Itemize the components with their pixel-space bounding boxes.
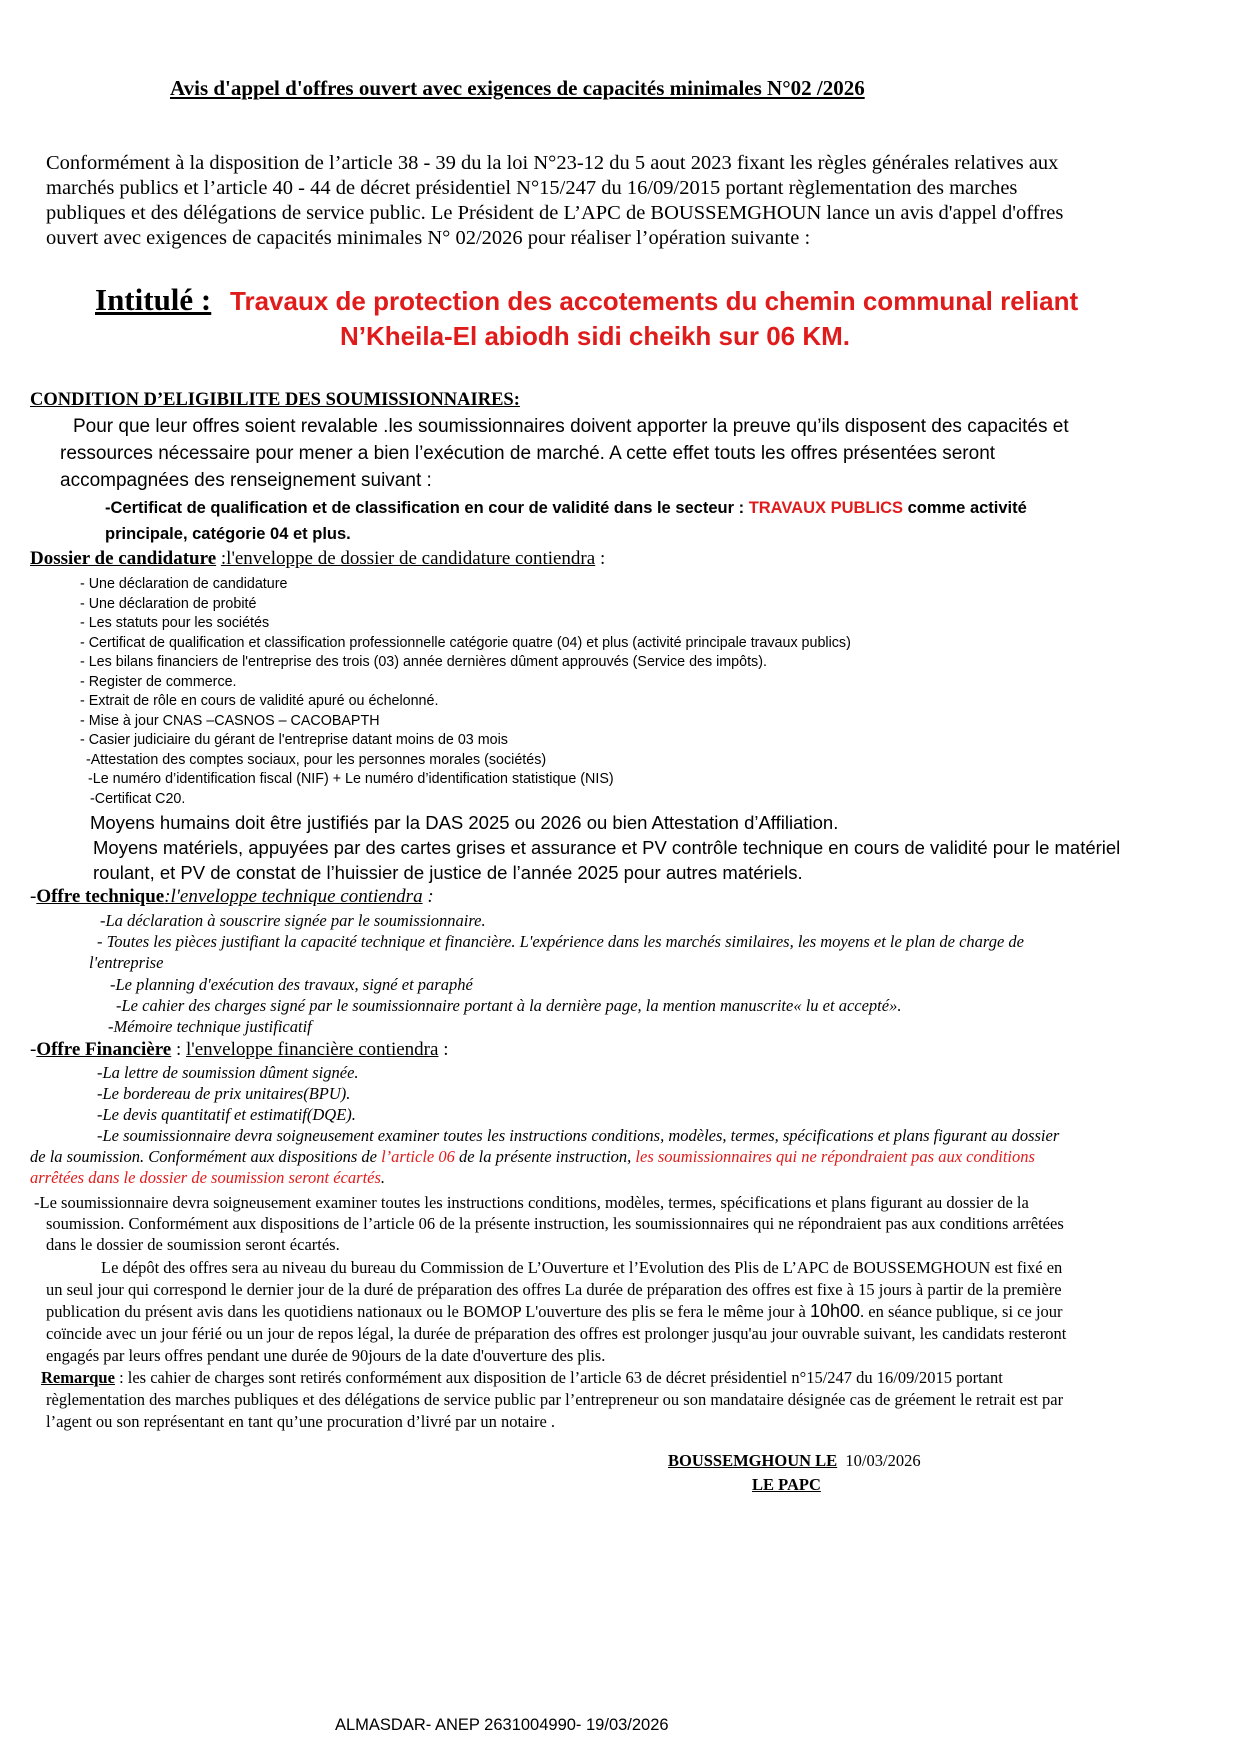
opening-time: 10h00 [809,1301,861,1321]
certificate-sector: TRAVAUX PUBLICS [748,499,903,517]
intro-line-1: Conformément à la disposition de l’article 38 - 39 du la loi N°23-12 du 5 aout 2023 fixant les règles générales relatives aux [46,152,1059,174]
body-line-6-end: . en séance publique, si ce jour [860,1302,1063,1321]
body-line-7: coïncide avec un jour férié ou un jour de repos légal, la durée de préparation des offres est prolonger jusqu'au jour ouvrable suivant, les candidats resteront [46,1324,1067,1343]
offre-technique-dash: - [30,886,37,907]
dossier-heading: Dossier de candidature [30,548,217,569]
publication-footer: ALMASDAR- ANEP 2631004990- 19/03/2026 [335,1716,669,1734]
offre-technique-heading: Offre technique [36,886,165,907]
offre-financiere-item: -Le bordereau de prix unitaires(BPU). [97,1084,351,1103]
dossier-item: -Le numéro d’identification fiscal (NIF) + Le numéro d’identification statistique (NIS) [88,771,614,787]
intro-line-2: marchés publics et l’article 40 - 44 de décret présidentiel N°15/247 du 16/09/2015 portant règlementation des marches [46,177,1018,199]
body-line-3: dans le dossier de soumission seront écartés. [46,1235,340,1254]
line6-text: arrêtées dans le dossier de soumission seront écartés [30,1168,381,1187]
eligibility-line-2: ressources nécessaire pour mener a bien l’exécution de marché. A cette effet touts les offres présentées seront [60,443,996,464]
intro-line-4: ouvert avec exigences de capacités minimales N° 02/2026 pour réaliser l’opération suivante : [46,227,811,249]
dossier-item: - Mise à jour CNAS –CASNOS – CACOBAPTH [80,712,380,729]
remarque-line-1 [41,1367,1003,1388]
signature-role: LE PAPC [752,1475,821,1494]
offre-financiere-line-5 [30,1147,1035,1167]
dossier-item: -Attestation des comptes sociaux, pour les personnes morales (sociétés) [86,751,547,768]
dossier-item: - Certificat de qualification et classification professionnelle catégorie quatre (04) et plus (activité principale travaux publics) [80,634,851,651]
dossier-item: - Register de commerce. [80,673,237,690]
offre-financiere-colon: : [438,1039,449,1060]
intitule-line-1: Travaux de protection des accotements du chemin communal reliant [230,286,1079,316]
offre-technique-item: -La déclaration à souscrire signée par le soumissionnaire. [100,911,486,930]
body-line-1: -Le soumissionnaire devra soigneusement examiner toutes les instructions conditions, modèles, termes, spécifications et plans figurant au dossier de la [34,1193,1029,1212]
body-line-4: Le dépôt des offres sera au niveau du bureau du Commission de L’Ouverture et l’Evolution des Plis de L’APC de BOUSSEMGHOUN est fixé en [101,1258,1063,1277]
line5-d: les soumissionnaires qui ne répondraient pas aux conditions [635,1147,1035,1166]
dossier-item: -Certificat C20. [90,790,186,807]
offre-financiere-sep: : [171,1039,187,1060]
body-line-6-text: publication du présent avis dans les quotidiens nationaux ou le BOMOP L'ouverture des plis se fera le même jour à [46,1302,810,1321]
intitule-label: Intitulé : [95,282,212,317]
remarque-label: Remarque [41,1368,115,1387]
moyens-materiels-line-1: Moyens matériels, appuyées par des cartes grises et assurance et PV contrôle technique en cours de validité pour le matériel [93,837,1121,858]
dossier-heading-row [30,548,605,570]
intitule-line-2: N’Kheila-El abiodh sidi cheikh sur 06 KM. [340,321,850,351]
offre-technique-subheading: :l'enveloppe technique contiendra [164,886,423,907]
offre-technique-colon: : [422,886,434,907]
offre-technique-item: - Toutes les pièces justifiant la capacité technique et financière. L'expérience dans les marchés similaires, les moyens et le plan de charge de [97,932,1025,951]
certificate-suffix: comme activité [903,499,1027,517]
dossier-item: - Casier judiciaire du gérant de l'entreprise datant moins de 03 mois [80,732,508,748]
eligibility-heading: CONDITION D’ELIGIBILITE DES SOUMISSIONNAIRES: [30,390,520,410]
offre-financiere-heading-row [30,1039,448,1061]
offre-financiere-dash: - [30,1039,37,1060]
signature-date: 10/03/2026 [845,1451,921,1470]
offre-financiere-heading: Offre Financière [36,1039,172,1060]
remarque-line-2: règlementation des marches publiques et des délégations de service public par l’entrepreneur ou son mandataire désignée cas de gréement le retrait est par [46,1390,1064,1409]
dossier-item: - Une déclaration de candidature [80,576,288,592]
line5-c: de la présente instruction, [454,1147,636,1166]
notice-title: Avis d'appel d'offres ouvert avec exigences de capacités minimales N°02 /2026 [170,76,865,100]
offre-financiere-subheading: l'enveloppe financière contiendra [186,1039,439,1060]
line5-article: l’article 06 [381,1147,455,1166]
remarque-text-1: : les cahier de charges sont retirés conformément aux disposition de l’article 63 de décret présidentiel n°15/247 du 16/09/2015 portant [114,1368,1003,1387]
body-line-8: engagés par leurs offres pendant une durée de 90jours de la date d'ouverture des plis. [46,1346,606,1365]
eligibility-line-1: Pour que leur offres soient revalable .les soumissionnaires doivent apporter la preuve qu’ils disposent des capacités et [73,416,1069,437]
moyens-materiels-line-2: roulant, et PV de constat de l’huissier de justice de l’année 2025 pour autres matériels. [93,862,803,883]
dossier-item: - Les bilans financiers de l'entreprise des trois (03) année dernières dûment approuvés (Service des impôts). [80,654,767,670]
offre-technique-item: -Mémoire technique justificatif [108,1017,312,1036]
offre-technique-heading-row [30,886,434,908]
offre-technique-item: -Le cahier des charges signé par le soumissionnaire portant à la dernière page, la mention manuscrite« lu et accepté». [116,996,902,1015]
body-line-5: un seul jour qui correspond le dernier jour de la duré de préparation des offres La durée de préparation des offres est fixe à 15 jours à partir de la première [46,1280,1062,1299]
certificate-requirement-line-2: principale, catégorie 04 et plus. [105,525,351,543]
offre-financiere-item: -Le soumissionnaire devra soigneusement examiner toutes les instructions conditions, modèles, termes, spécifications et plans figurant au dossier [97,1126,1060,1145]
dossier-item: - Une déclaration de probité [80,595,257,612]
line5-a: de la soumission. Conformément aux dispositions de [30,1147,382,1166]
body-line-2: soumission. Conformément aux dispositions de l’article 06 de la présente instruction, les soumissionnaires qui ne répondraient pas aux conditions arrêtées [46,1214,1064,1233]
certificate-prefix: -Certificat de qualification et de classification en cour de validité dans le secteur : [105,499,749,517]
certificate-requirement [105,499,1027,518]
line6-end: . [380,1168,386,1187]
intro-line-3: publiques et des délégations de service public. Le Président de L’APC de BOUSSEMGHOUN lance un avis d'appel d'offres [46,202,1064,224]
dossier-item: - Extrait de rôle en cours de validité apuré ou échelonné. [80,693,439,709]
dossier-item: - Les statuts pour les sociétés [80,615,270,631]
offre-financiere-line-6 [30,1168,385,1188]
body-line-6 [46,1301,1063,1322]
dossier-subheading: :l'enveloppe de dossier de candidature contiendra [220,548,596,569]
offre-financiere-item: -La lettre de soumission dûment signée. [97,1063,359,1082]
remarque-line-3: l’agent ou son représentant en tant qu’une procuration d’livré par un notaire . [46,1412,556,1431]
offre-technique-item: -Le planning d'exécution des travaux, signé et paraphé [110,975,473,994]
moyens-humains: Moyens humains doit être justifiés par la DAS 2025 ou 2026 ou bien Attestation d’Affiliation. [90,812,839,833]
eligibility-line-3: accompagnées des renseignement suivant : [60,470,432,491]
offre-technique-item: l'entreprise [89,953,164,972]
signature-place: BOUSSEMGHOUN LE [668,1451,838,1470]
dossier-colon: : [595,548,606,569]
signature-place-date [668,1451,921,1471]
offre-financiere-item: -Le devis quantitatif et estimatif(DQE). [97,1105,356,1124]
